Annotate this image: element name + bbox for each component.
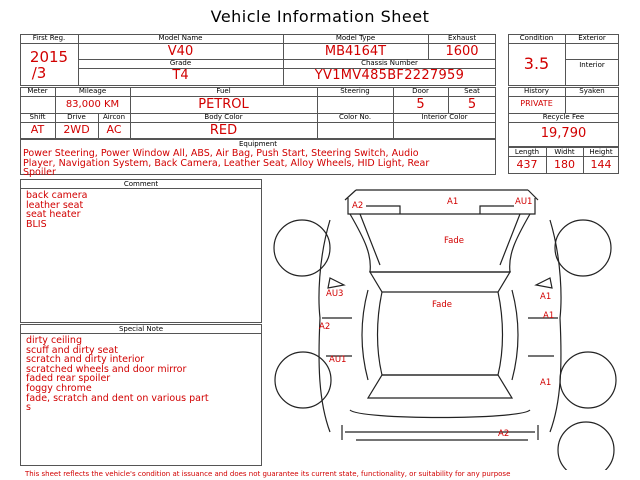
comment-line: BLIS — [26, 218, 47, 230]
history-label: History — [524, 87, 549, 95]
mark-au3-left: AU3 — [326, 289, 344, 299]
mark-au1-left-rear: AU1 — [329, 355, 347, 365]
comment-text — [26, 191, 256, 229]
height-value: 144 — [590, 158, 612, 171]
mark-au1-front-right: AU1 — [515, 197, 533, 207]
length-value: 437 — [516, 158, 538, 171]
exterior-label: Exterior — [578, 34, 606, 42]
mark-fade-hood: Fade — [444, 236, 464, 246]
special-note-text — [26, 336, 258, 413]
meter-label: Meter — [27, 87, 48, 95]
grade-value: T4 — [172, 68, 189, 83]
special-note-line: foggy chrome — [26, 382, 92, 394]
exhaust-label: Exhaust — [447, 34, 477, 42]
syaken-label: Syaken — [579, 87, 605, 95]
special-note-line: dirty ceiling — [26, 335, 82, 346]
shift-value: AT — [30, 123, 45, 136]
special-note-line: scuff and dirty seat — [26, 344, 118, 356]
drive-value: 2WD — [63, 123, 90, 136]
model-name-label: Model Name — [158, 34, 203, 42]
width-label: Widht — [554, 148, 575, 156]
fuel-label: Fuel — [216, 87, 231, 95]
comment-line: seat heater — [26, 209, 81, 221]
body-color-label: Body Color — [204, 113, 243, 121]
special-note-label: Special Note — [118, 325, 164, 333]
disclaimer-footer: This sheet reflects the vehicle's condition at issuance and does not guarantee its current state, functionality, or suitability for any purpose — [25, 470, 511, 478]
aircon-label: Aircon — [102, 113, 126, 121]
equipment-line: Player, Navigation System, Back Camera, Leather Seat, Alloy Wheels, HID Light, Rear — [23, 157, 430, 169]
first-reg-label: First Reg. — [32, 34, 66, 42]
comment-label: Comment — [123, 180, 159, 188]
interior-color-label: Interior Color — [421, 113, 468, 121]
fuel-value: PETROL — [198, 97, 249, 112]
color-no-label: Color No. — [338, 113, 372, 121]
mark-a1-right-rear: A1 — [540, 378, 552, 388]
special-note-line: fade, scratch and dent on various part — [26, 392, 209, 404]
recycle-fee-value: 19,790 — [540, 126, 587, 141]
special-note-line: scratch and dirty interior — [26, 354, 145, 366]
history-value: PRIVATE — [520, 99, 553, 108]
exhaust-value: 1600 — [445, 44, 479, 59]
equipment-label: Equipment — [239, 140, 277, 148]
special-note-line: s — [26, 402, 31, 414]
mark-a2-rear: A2 — [498, 429, 510, 439]
width-value: 180 — [554, 158, 575, 171]
condition-value: 3.5 — [523, 54, 550, 73]
first-reg-year: 2015 — [29, 48, 69, 66]
chassis-value: YV1MV485BF2227959 — [314, 68, 465, 83]
door-label: Door — [412, 87, 429, 95]
equipment-line: Power Steering, Power Window All, ABS, Air Bag, Push Start, Steering Switch, Audio — [23, 148, 419, 159]
body-color-value: RED — [209, 123, 238, 138]
comment-line: back camera — [26, 190, 88, 201]
sheet-title: Vehicle Information Sheet — [210, 7, 430, 26]
equipment-line: Spoiler — [23, 167, 56, 179]
mark-a2-front-left: A2 — [352, 201, 364, 211]
mileage-label: Mileage — [78, 87, 107, 95]
mark-a1-right-front: A1 — [540, 292, 552, 302]
comment-line: leather seat — [26, 199, 84, 211]
model-name-value: V40 — [167, 44, 194, 59]
mileage-value: 83,000 KM — [65, 99, 120, 110]
model-type-value: MB4164T — [324, 44, 387, 59]
seat-value: 5 — [467, 97, 477, 112]
aircon-value: AC — [106, 123, 122, 136]
recycle-fee-label: Recycle Fee — [542, 113, 585, 121]
mark-a1-right-mid: A1 — [543, 311, 555, 321]
equipment-text — [23, 149, 493, 178]
grade-label: Grade — [169, 59, 192, 67]
first-reg-month: /3 — [31, 64, 47, 82]
special-note-line: scratched wheels and door mirror — [26, 363, 187, 375]
door-value: 5 — [416, 97, 425, 112]
interior-label: Interior — [579, 61, 605, 69]
shift-label: Shift — [29, 113, 46, 121]
mark-a2-left-mid: A2 — [319, 322, 331, 332]
special-note-line: faded rear spoiler — [26, 373, 111, 385]
seat-label: Seat — [464, 87, 480, 95]
model-type-label: Model Type — [335, 34, 376, 42]
height-label: Height — [589, 148, 613, 156]
mark-fade-roof: Fade — [432, 300, 452, 310]
steering-label: Steering — [340, 87, 370, 95]
length-label: Length — [514, 148, 540, 156]
chassis-label: Chassis Number — [361, 59, 418, 67]
mark-a1-front-top: A1 — [447, 197, 459, 207]
condition-label: Condition — [519, 34, 554, 42]
drive-label: Drive — [67, 113, 86, 121]
